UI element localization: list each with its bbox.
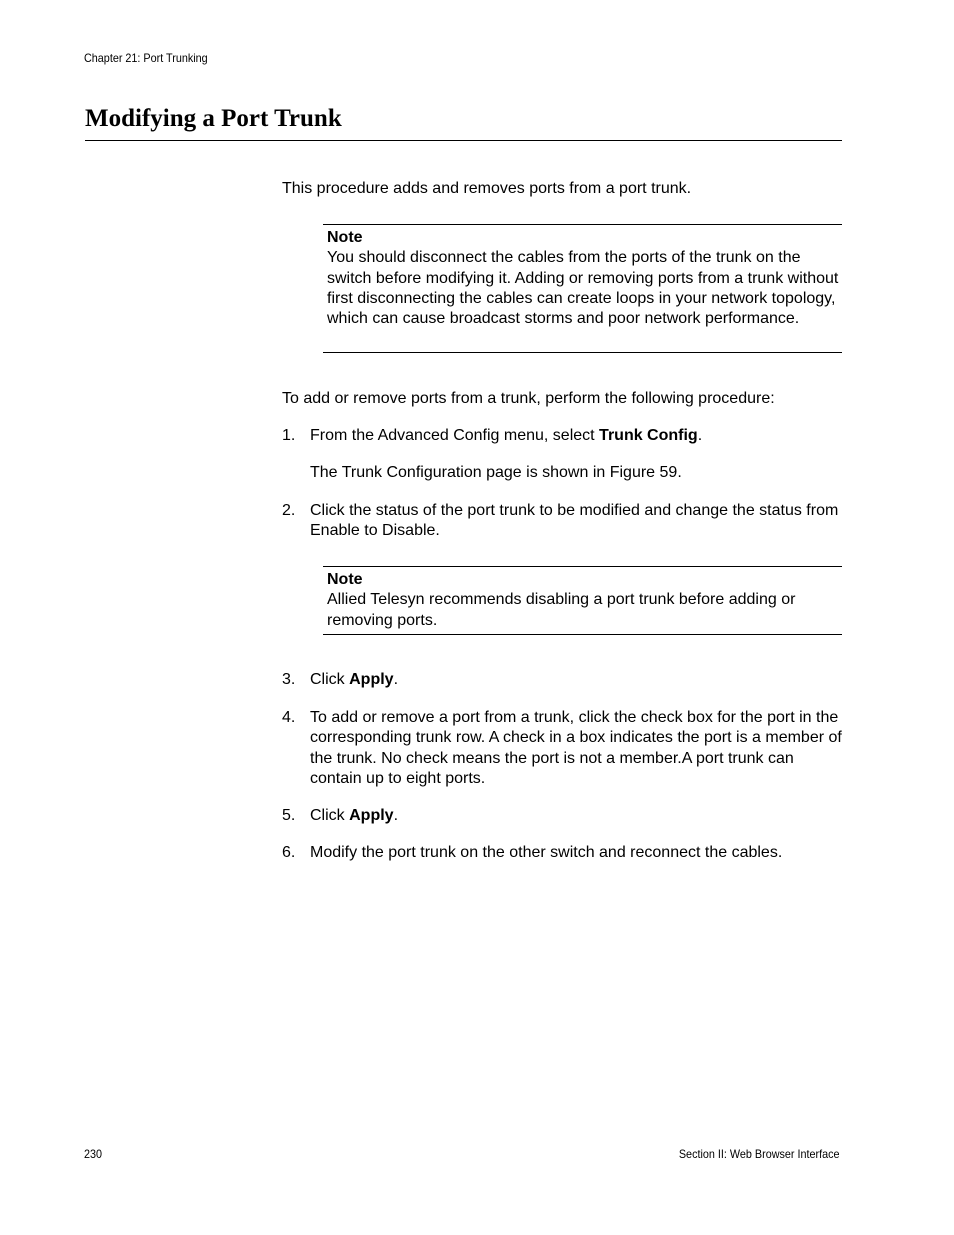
note-text: You should disconnect the cables from the ports of the trunk on the switch before modifying it. Adding or removing ports from a trunk without first disconnecting the cables can create loops in your network topology, which can cause broadcast storms and poor network performance. <box>327 249 839 328</box>
note-box <box>323 224 842 353</box>
step-number: 3. <box>282 671 296 688</box>
step-number: 2. <box>282 502 296 519</box>
menu-item-ref: Trunk Config <box>599 427 698 444</box>
step-text: Click Apply. <box>310 671 399 688</box>
step-text: Modify the port trunk on the other switch and reconnect the cables. <box>310 844 783 861</box>
step-text: Click the status of the port trunk to be modified and change the status from Enable to Disable. <box>310 502 839 540</box>
title-rule <box>85 140 842 141</box>
note-box <box>323 566 842 635</box>
note-label: Note <box>327 229 363 246</box>
button-ref: Apply <box>349 671 394 688</box>
step-text: From the Advanced Config menu, select Trunk Config. <box>310 427 703 444</box>
footer-section: Section II: Web Browser Interface <box>679 1147 840 1161</box>
page-number: 230 <box>84 1147 103 1161</box>
step-number: 6. <box>282 844 296 861</box>
step-number: 5. <box>282 807 296 824</box>
step-text: Click Apply. <box>310 807 399 824</box>
step-number: 4. <box>282 709 296 726</box>
procedure-lead: To add or remove ports from a trunk, perform the following procedure: <box>282 390 775 407</box>
note-label: Note <box>327 571 363 588</box>
step-text: To add or remove a port from a trunk, click the check box for the port in the corresponding trunk row. A check in a box indicates the port is a member of the trunk. No check means the port is not a member.A port trunk can contain up to eight ports. <box>310 709 842 787</box>
section-title: Modifying a Port Trunk <box>85 105 342 132</box>
running-header: Chapter 21: Port Trunking <box>84 51 208 65</box>
button-ref: Apply <box>349 807 394 824</box>
step-subtext: The Trunk Configuration page is shown in Figure 59. <box>310 464 682 481</box>
intro-paragraph: This procedure adds and removes ports from a port trunk. <box>282 180 692 197</box>
step-number: 1. <box>282 427 296 444</box>
note-text: Allied Telesyn recommends disabling a port trunk before adding or removing ports. <box>327 591 796 629</box>
